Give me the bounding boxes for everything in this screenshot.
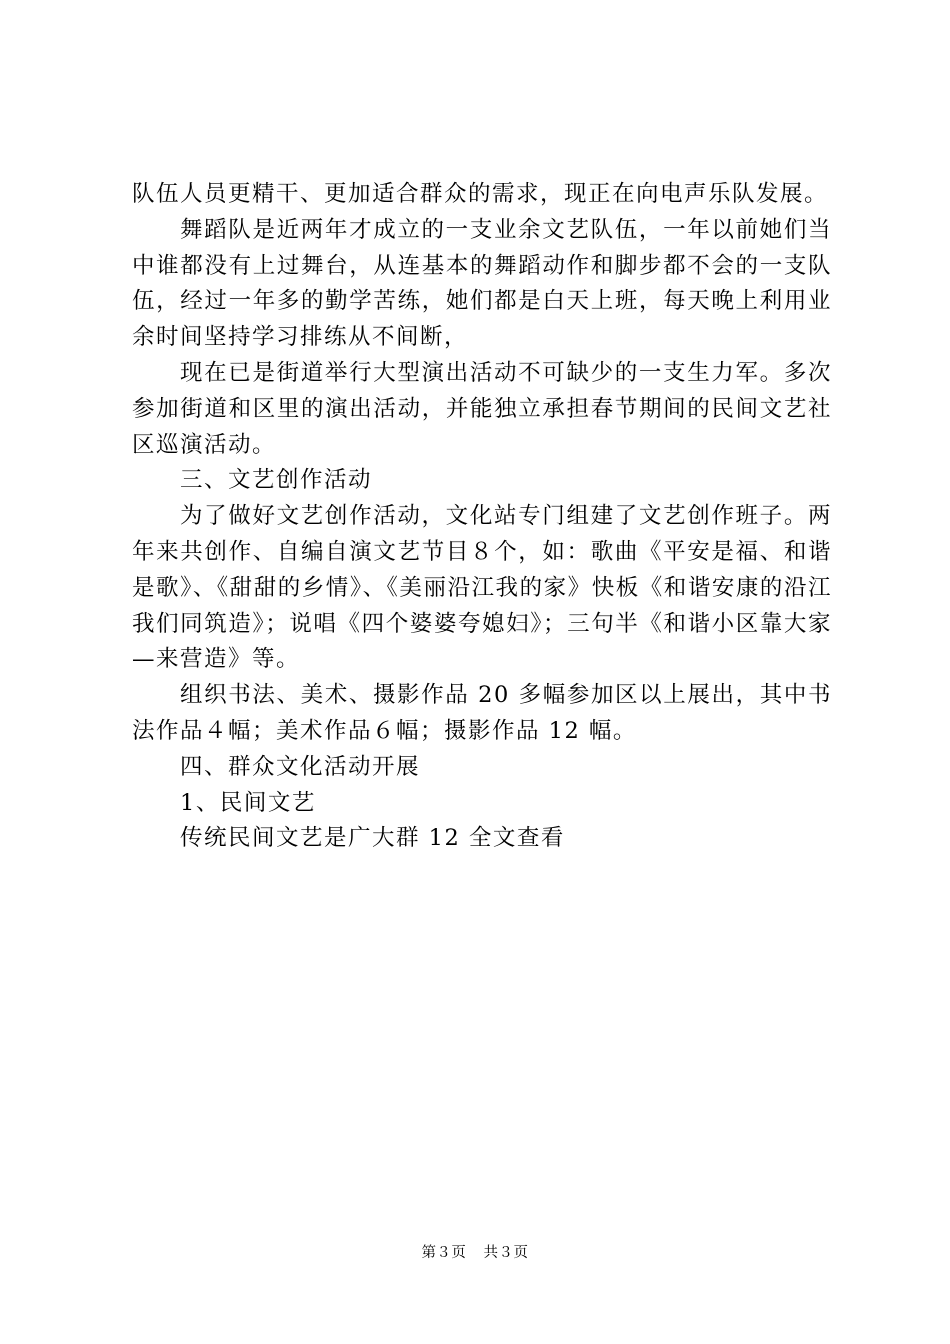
subsection-heading-1: 1、民间文艺: [180, 789, 316, 816]
page-footer: [0, 1243, 950, 1263]
section-heading-4: 四、群众文化活动开展: [180, 753, 421, 780]
document-body: [132, 177, 832, 857]
paragraph-2: 舞蹈队是近两年才成立的一支业余文艺队伍，一年以前她们当中谁都没有上过舞台，从连基本的舞蹈动作和脚步都不会的一支队伍，经过一年多的勤学苦练，她们都是白天上班，每天晚上利用业余时间坚持学习排练从不间断，: [132, 216, 832, 351]
paragraph-6: 组织书法、美术、摄影作品 20 多幅参加区以上展出，其中书法作品４幅；美术作品６幅；摄影作品 12 幅。: [132, 682, 832, 744]
section-heading-3: 三、文艺创作活动: [180, 467, 373, 494]
paragraph-9: 传统民间文艺是广大群 12 全文查看: [180, 825, 565, 852]
page-total: 共３页: [483, 1245, 529, 1261]
paragraph-5: 为了做好文艺创作活动，文化站专门组建了文艺创作班子。两年来共创作、自编自演文艺节目８个，如：歌曲《平安是福、和谐是歌》、《甜甜的乡情》、《美丽沿江我的家》快板《和谐安康的沿江我们同筑造》；说唱《四个婆婆夸媳妇》；三句半《和谐小区靠大家—来营造》等。: [132, 503, 832, 673]
paragraph-1: 队伍人员更精干、更加适合群众的需求，现正在向电声乐队发展。: [132, 181, 829, 207]
paragraph-3: 现在已是街道举行大型演出活动不可缺少的一支生力军。多次参加街道和区里的演出活动，并能独立承担春节期间的民间文艺社区巡演活动。: [132, 359, 832, 458]
page-number: 第３页: [421, 1245, 467, 1261]
